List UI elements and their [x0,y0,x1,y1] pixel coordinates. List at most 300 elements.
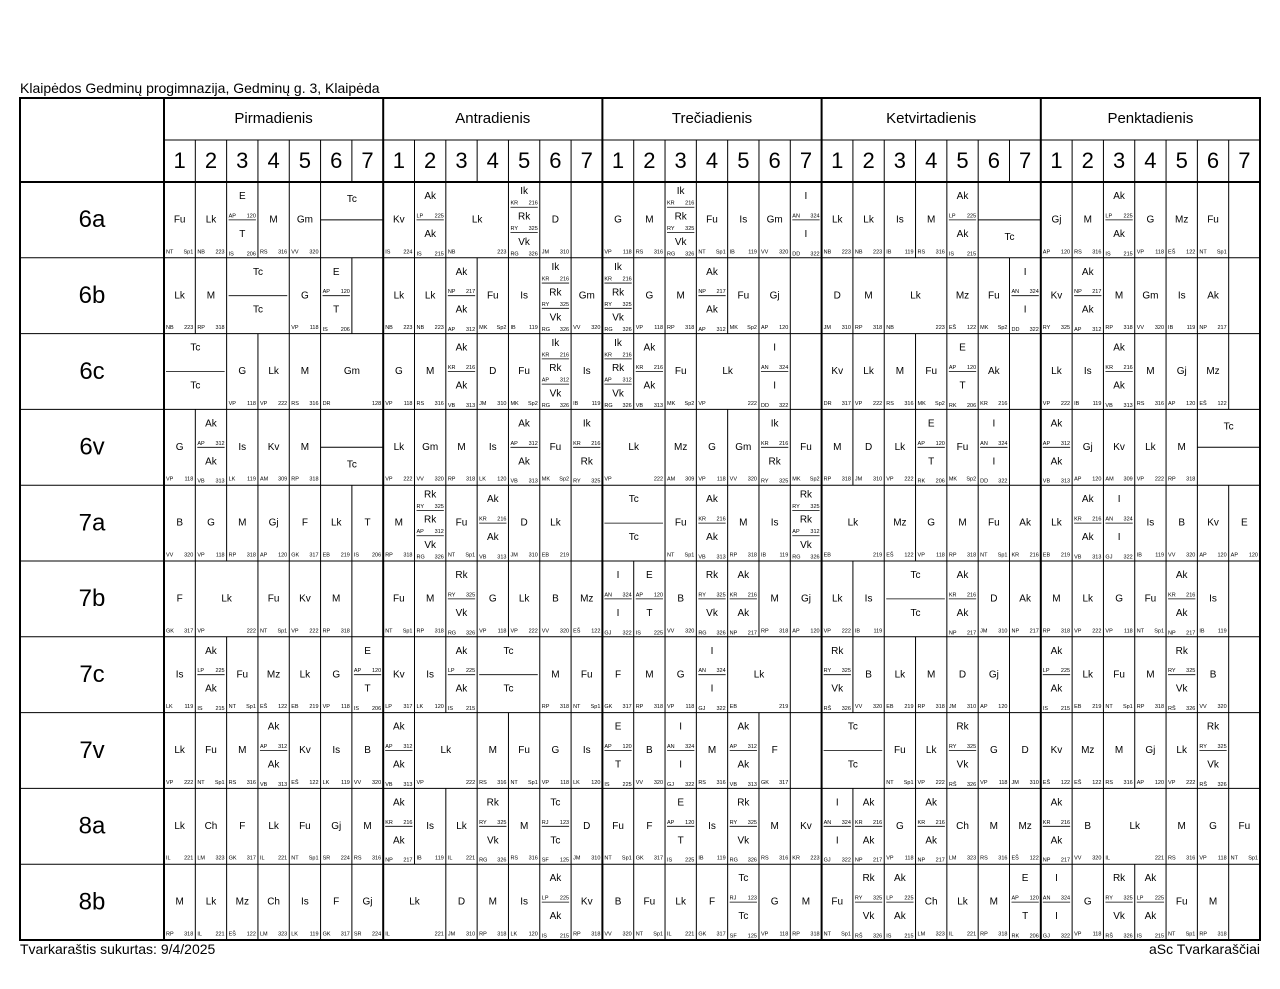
room-number: 215 [465,706,476,713]
room-number: 221 [278,855,288,862]
teacher-code: MK [980,325,989,332]
teacher-code: AP [729,743,738,750]
lesson-subject: Ak [1050,835,1063,847]
teacher-code: AP [322,289,330,296]
room-number: 206 [246,251,256,258]
room-number: 323 [215,855,225,862]
lesson-subject: Lk [753,669,765,681]
room-number: 310 [966,704,977,711]
lesson-subject: Ak [737,759,750,771]
lesson-subject: F [708,896,716,908]
room-number: 222 [873,400,883,407]
lesson-subject: Mz [266,669,281,681]
lesson-subject: M [457,441,466,453]
lesson-subject: Lk [628,441,639,453]
room-number: 120 [528,931,538,938]
lesson-subject: Ik [582,418,591,430]
teacher-code: RS [1168,855,1176,862]
lesson-subject: Lk [424,290,436,302]
teacher-code: RS [510,855,519,862]
lesson-subject: Fu [518,366,530,378]
teacher-code: RŠ [823,706,832,713]
room-number: 216 [403,819,413,826]
lesson-subject: Tc [738,911,749,923]
period-number: 6 [1206,147,1220,173]
room-number: 313 [1060,478,1071,485]
teacher-code: IB [698,855,704,862]
lesson-subject: G [238,366,247,378]
teacher-code: IB [854,628,861,635]
room-number: 318 [935,704,945,711]
teacher-code: AP [604,377,612,384]
lesson-subject: M [1114,745,1124,757]
room-number: 216 [1029,552,1039,559]
room-number: 320 [1186,552,1196,559]
teacher-code: RP [760,628,769,635]
room-number: 326 [497,857,507,864]
lesson-subject: E [677,797,685,809]
lesson-subject: Rk [799,514,813,526]
teacher-code: NT [667,552,675,559]
room-number: 120 [1186,400,1196,407]
room-number: 309 [685,476,695,483]
room-number: 221 [685,931,695,938]
lesson-subject: E [646,570,653,582]
room-number: 326 [716,630,726,637]
lesson-subject: T [239,228,246,240]
lesson-subject: Fu [706,214,718,226]
teacher-code: NP [948,630,957,637]
room-number: 222 [465,779,476,786]
teacher-code: NT [197,779,205,786]
room-number: Sp1 [997,552,1008,559]
room-number: Sp2 [684,400,695,407]
teacher-code: JM [854,476,863,483]
room-number: 324 [998,440,1008,447]
lesson-subject: Ak [956,191,969,203]
teacher-code: IL [197,931,202,938]
room-number: 325 [528,225,538,232]
room-number: 122 [904,552,914,559]
lesson-subject: E [927,418,935,430]
lesson-subject: Rk [1206,721,1220,733]
lesson-subject: Ak [267,721,280,733]
lesson-subject: Fu [831,896,844,908]
room-number: 318 [747,552,757,559]
lesson-subject: Fu [674,517,687,529]
lesson-subject: M [300,366,310,378]
room-number: 215 [1123,251,1133,258]
lesson-subject: M [488,745,497,757]
lesson-subject: Tc [550,835,561,847]
lesson-subject: M [269,214,278,226]
teacher-code: NT [447,552,456,559]
room-number: 326 [747,857,757,864]
lesson-subject: B [1084,820,1092,832]
lesson-subject: G [770,896,779,908]
lesson-subject: Vk [1175,683,1188,695]
lesson-subject: Ak [956,570,969,582]
teacher-code: RS [760,855,769,862]
room-number: 326 [622,327,632,334]
teacher-code: RP [729,552,738,559]
teacher-code: VP [228,400,236,407]
room-number: 312 [622,377,632,384]
room-number: 318 [434,628,444,635]
teacher-code: VB [698,554,706,561]
lesson-subject: Kv [1050,745,1063,757]
lesson-subject: Rk [737,797,750,809]
room-number: 118 [309,325,319,332]
lesson-subject: Tc [346,194,357,206]
lesson-subject: Ak [1113,191,1125,203]
lesson-subject: Lk [1051,517,1062,529]
lesson-subject: E [364,645,371,657]
lesson-subject: Fu [455,517,468,529]
teacher-code: NP [1168,630,1176,637]
teacher-code: AN [1042,895,1051,902]
lesson-subject: Vk [1113,911,1125,923]
lesson-subject: Ak [518,418,530,430]
room-number: 322 [685,781,695,788]
teacher-code: GK [760,779,769,786]
teacher-code: RY [510,225,519,232]
room-number: 118 [998,779,1008,786]
room-number: 217 [747,630,757,637]
lesson-subject: Ak [424,191,437,203]
lesson-subject: Ak [956,228,969,240]
lesson-subject: Fu [800,441,812,453]
lesson-subject: G [551,745,560,757]
teacher-code: AP [197,440,205,447]
teacher-code: AP [980,704,988,711]
teacher-code: AP [416,529,424,536]
room-number: 318 [653,704,664,711]
lesson-subject: I [804,228,808,240]
room-number: 318 [810,931,820,938]
room-number: 222 [1092,628,1102,635]
teacher-code: KR [729,592,738,599]
room-number: 320 [1217,704,1227,711]
room-number: 222 [403,476,413,483]
teacher-code: EB [322,552,330,559]
room-number: 223 [841,249,851,256]
lesson-subject: M [864,290,873,302]
lesson-subject: Lk [174,820,185,832]
teacher-code: RY [1168,668,1176,675]
room-number: Sp1 [308,855,319,862]
period-number: 7 [1019,147,1032,173]
room-number: 222 [1060,400,1071,407]
teacher-code: VB [385,781,393,788]
room-number: 318 [184,931,194,938]
room-number: Sp1 [1185,931,1196,938]
teacher-code: VV [1136,325,1145,332]
teacher-code: AP [604,743,612,750]
teacher-code: KR [573,440,581,447]
period-number: 1 [173,147,186,173]
lesson-subject: Lk [550,517,561,529]
room-number: 224 [340,855,350,862]
room-number: 206 [372,706,382,713]
lesson-subject: Ak [1144,873,1157,885]
teacher-code: AP [698,327,706,334]
lesson-subject: Vk [549,388,562,400]
lesson-subject: M [927,214,936,226]
room-number: 225 [1060,668,1071,675]
room-number: 118 [1092,931,1102,938]
lesson-subject: Ak [862,797,875,809]
room-number: Sp1 [246,704,256,711]
teacher-code: VP [698,476,706,483]
room-number: 217 [1029,628,1039,635]
teacher-code: VB [259,781,268,788]
room-number: 216 [998,400,1008,407]
room-number: 222 [528,628,538,635]
lesson-subject: Ch [267,896,280,908]
lesson-subject: Ak [455,380,468,392]
room-number: Sp1 [402,628,413,635]
teacher-code: VV [573,325,581,332]
lesson-subject: B [646,745,653,757]
teacher-code: AP [1136,779,1145,786]
teacher-code: NB [823,249,832,256]
lesson-subject: Ak [706,494,718,506]
teacher-code: VB [1074,554,1082,561]
lesson-subject: G [989,745,998,757]
room-number: 312 [1092,327,1102,334]
teacher-code: RG [792,554,801,561]
room-number: 122 [591,628,601,635]
lesson-subject: T [333,304,340,316]
teacher-code: AP [1074,476,1082,483]
room-number: 312 [810,529,820,536]
lesson-subject: I [1117,532,1121,544]
teacher-code: RY [541,301,550,308]
room-number: 326 [622,402,632,409]
room-number: 312 [559,377,570,384]
lesson-subject: Gm [343,366,360,378]
period-number: 7 [799,147,813,173]
teacher-code: KR [698,516,706,523]
period-number: 4 [267,147,280,173]
teacher-code: EŠ [259,704,268,711]
room-number: 120 [340,289,350,296]
teacher-code: RP [823,476,832,483]
lesson-subject: Is [582,745,591,757]
teacher-code: AP [510,440,518,447]
teacher-code: RY [479,819,487,826]
lesson-subject: Ak [393,721,405,733]
lesson-subject: M [770,820,779,832]
lesson-subject: Ak [1175,570,1188,582]
room-number: 119 [904,249,914,256]
lesson-subject: Rk [831,645,844,657]
room-number: 216 [873,819,883,826]
lesson-subject: G [676,669,685,681]
teacher-code: GJ [667,781,675,788]
room-number: 118 [654,325,664,332]
teacher-code: NT [166,249,174,256]
period-number: 6 [549,147,562,173]
teacher-code: JM [479,400,487,407]
room-number: Sp1 [590,704,601,711]
teacher-code: KR [604,276,613,283]
room-number: 119 [341,779,350,786]
lesson-subject: B [1178,517,1186,529]
teacher-code: VP [166,779,174,786]
lesson-subject: Is [708,820,716,832]
teacher-code: KR [479,516,487,523]
lesson-subject: G [175,441,184,453]
room-number: 206 [935,478,945,485]
teacher-code: RP [416,628,425,635]
teacher-code: IS [948,251,955,258]
room-number: 123 [559,819,570,826]
teacher-code: NB [416,325,425,332]
teacher-code: AP [760,325,769,332]
period-number: 2 [643,147,656,173]
room-number: 122 [1060,779,1071,786]
teacher-code: JM [510,552,518,559]
room-number: 217 [873,857,883,864]
period-number: 6 [987,147,1000,173]
room-number: Sp1 [1154,628,1165,635]
lesson-subject: Ik [770,418,779,430]
day-header: Antradienis [455,109,531,127]
lesson-subject: D [457,896,466,908]
lesson-subject: I [679,759,683,771]
teacher-code: RK [1011,933,1020,940]
lesson-subject: Tc [847,721,858,733]
lesson-subject: Tc [628,494,639,506]
room-number: 223 [403,325,413,332]
teacher-code: LK [228,476,236,483]
teacher-code: VV [291,249,299,256]
lesson-subject: Ak [1144,911,1157,923]
lesson-subject: Kv [1207,517,1219,529]
lesson-subject: M [425,366,435,378]
teacher-code: JM [948,704,957,711]
room-number: 225 [622,781,632,788]
room-number: 118 [936,552,945,559]
teacher-code: VV [667,628,675,635]
lesson-subject: Rk [549,287,562,299]
teacher-code: IB [760,552,767,559]
room-number: 326 [841,706,851,713]
day-header: Penktadienis [1107,109,1194,127]
room-number: 215 [904,933,914,940]
teacher-code: LM [948,855,957,862]
room-number: 216 [966,592,977,599]
teacher-code: RP [635,704,644,711]
lesson-subject: I [835,835,839,847]
room-number: 318 [1154,704,1165,711]
lesson-subject: Ak [205,418,217,430]
lesson-subject: Fu [486,290,499,302]
room-number: 224 [372,931,382,938]
lesson-subject: Vk [956,759,969,771]
lesson-subject: Lk [174,290,185,302]
teacher-code: VP [291,325,299,332]
room-number: 318 [841,476,851,483]
teacher-code: RG [479,857,488,864]
period-number: 2 [862,147,875,173]
teacher-code: VB [635,402,644,409]
room-number: 221 [215,931,225,938]
room-number: 310 [873,476,883,483]
teacher-code: RS [228,779,237,786]
lesson-subject: Ik [551,337,560,349]
lesson-subject: F [771,745,778,757]
teacher-code: IS [385,249,391,256]
teacher-code: LP [1136,895,1144,902]
teacher-code: VP [760,931,769,938]
room-number: 316 [497,779,507,786]
room-number: 216 [622,352,632,359]
room-number: 326 [966,781,977,788]
class-label: 7b [78,585,106,613]
teacher-code: VB [1042,478,1051,485]
room-number: 325 [434,503,444,510]
room-number: 317 [246,855,256,862]
room-number: 118 [247,400,256,407]
room-number: 316 [246,779,256,786]
teacher-code: RS [259,249,268,256]
teacher-code: IB [1136,552,1142,559]
room-number: 216 [747,592,757,599]
lesson-subject: Kv [800,820,812,832]
lesson-subject: M [1177,820,1186,832]
teacher-code: IL [166,855,171,862]
teacher-code: RY [1199,743,1207,750]
teacher-code: VP [604,249,612,256]
teacher-code: IB [886,249,892,256]
teacher-code: RP [228,552,237,559]
lesson-subject: B [552,593,559,605]
teacher-code: AN [792,213,800,220]
room-number: 320 [1092,855,1102,862]
lesson-subject: Lk [847,517,859,529]
room-number: 312 [215,440,225,447]
lesson-subject: Ak [518,456,530,468]
teacher-code: JM [980,628,988,635]
period-number: 7 [1238,147,1251,173]
teacher-code: NP [1074,289,1082,296]
lesson-subject: Lk [831,593,843,605]
lesson-subject: Tc [252,266,263,278]
lesson-subject: Ak [455,683,468,695]
room-number: 325 [873,895,883,902]
room-number: 122 [1029,855,1039,862]
room-number: 313 [1123,402,1133,409]
room-number: 325 [591,478,601,485]
lesson-subject: I [804,191,808,203]
room-number: 120 [810,628,820,635]
room-number: 216 [591,440,601,447]
lesson-subject: Kv [1113,441,1125,453]
teacher-code: DD [760,402,769,409]
room-number: 219 [309,704,319,711]
teacher-code: RY [792,503,800,510]
lesson-subject: B [364,745,371,757]
room-number: 318 [309,476,319,483]
teacher-code: RP [573,931,581,938]
room-number: 219 [559,552,570,559]
teacher-code: RY [698,592,706,599]
teacher-code: RS [479,779,487,786]
lesson-subject: Fu [549,441,562,453]
